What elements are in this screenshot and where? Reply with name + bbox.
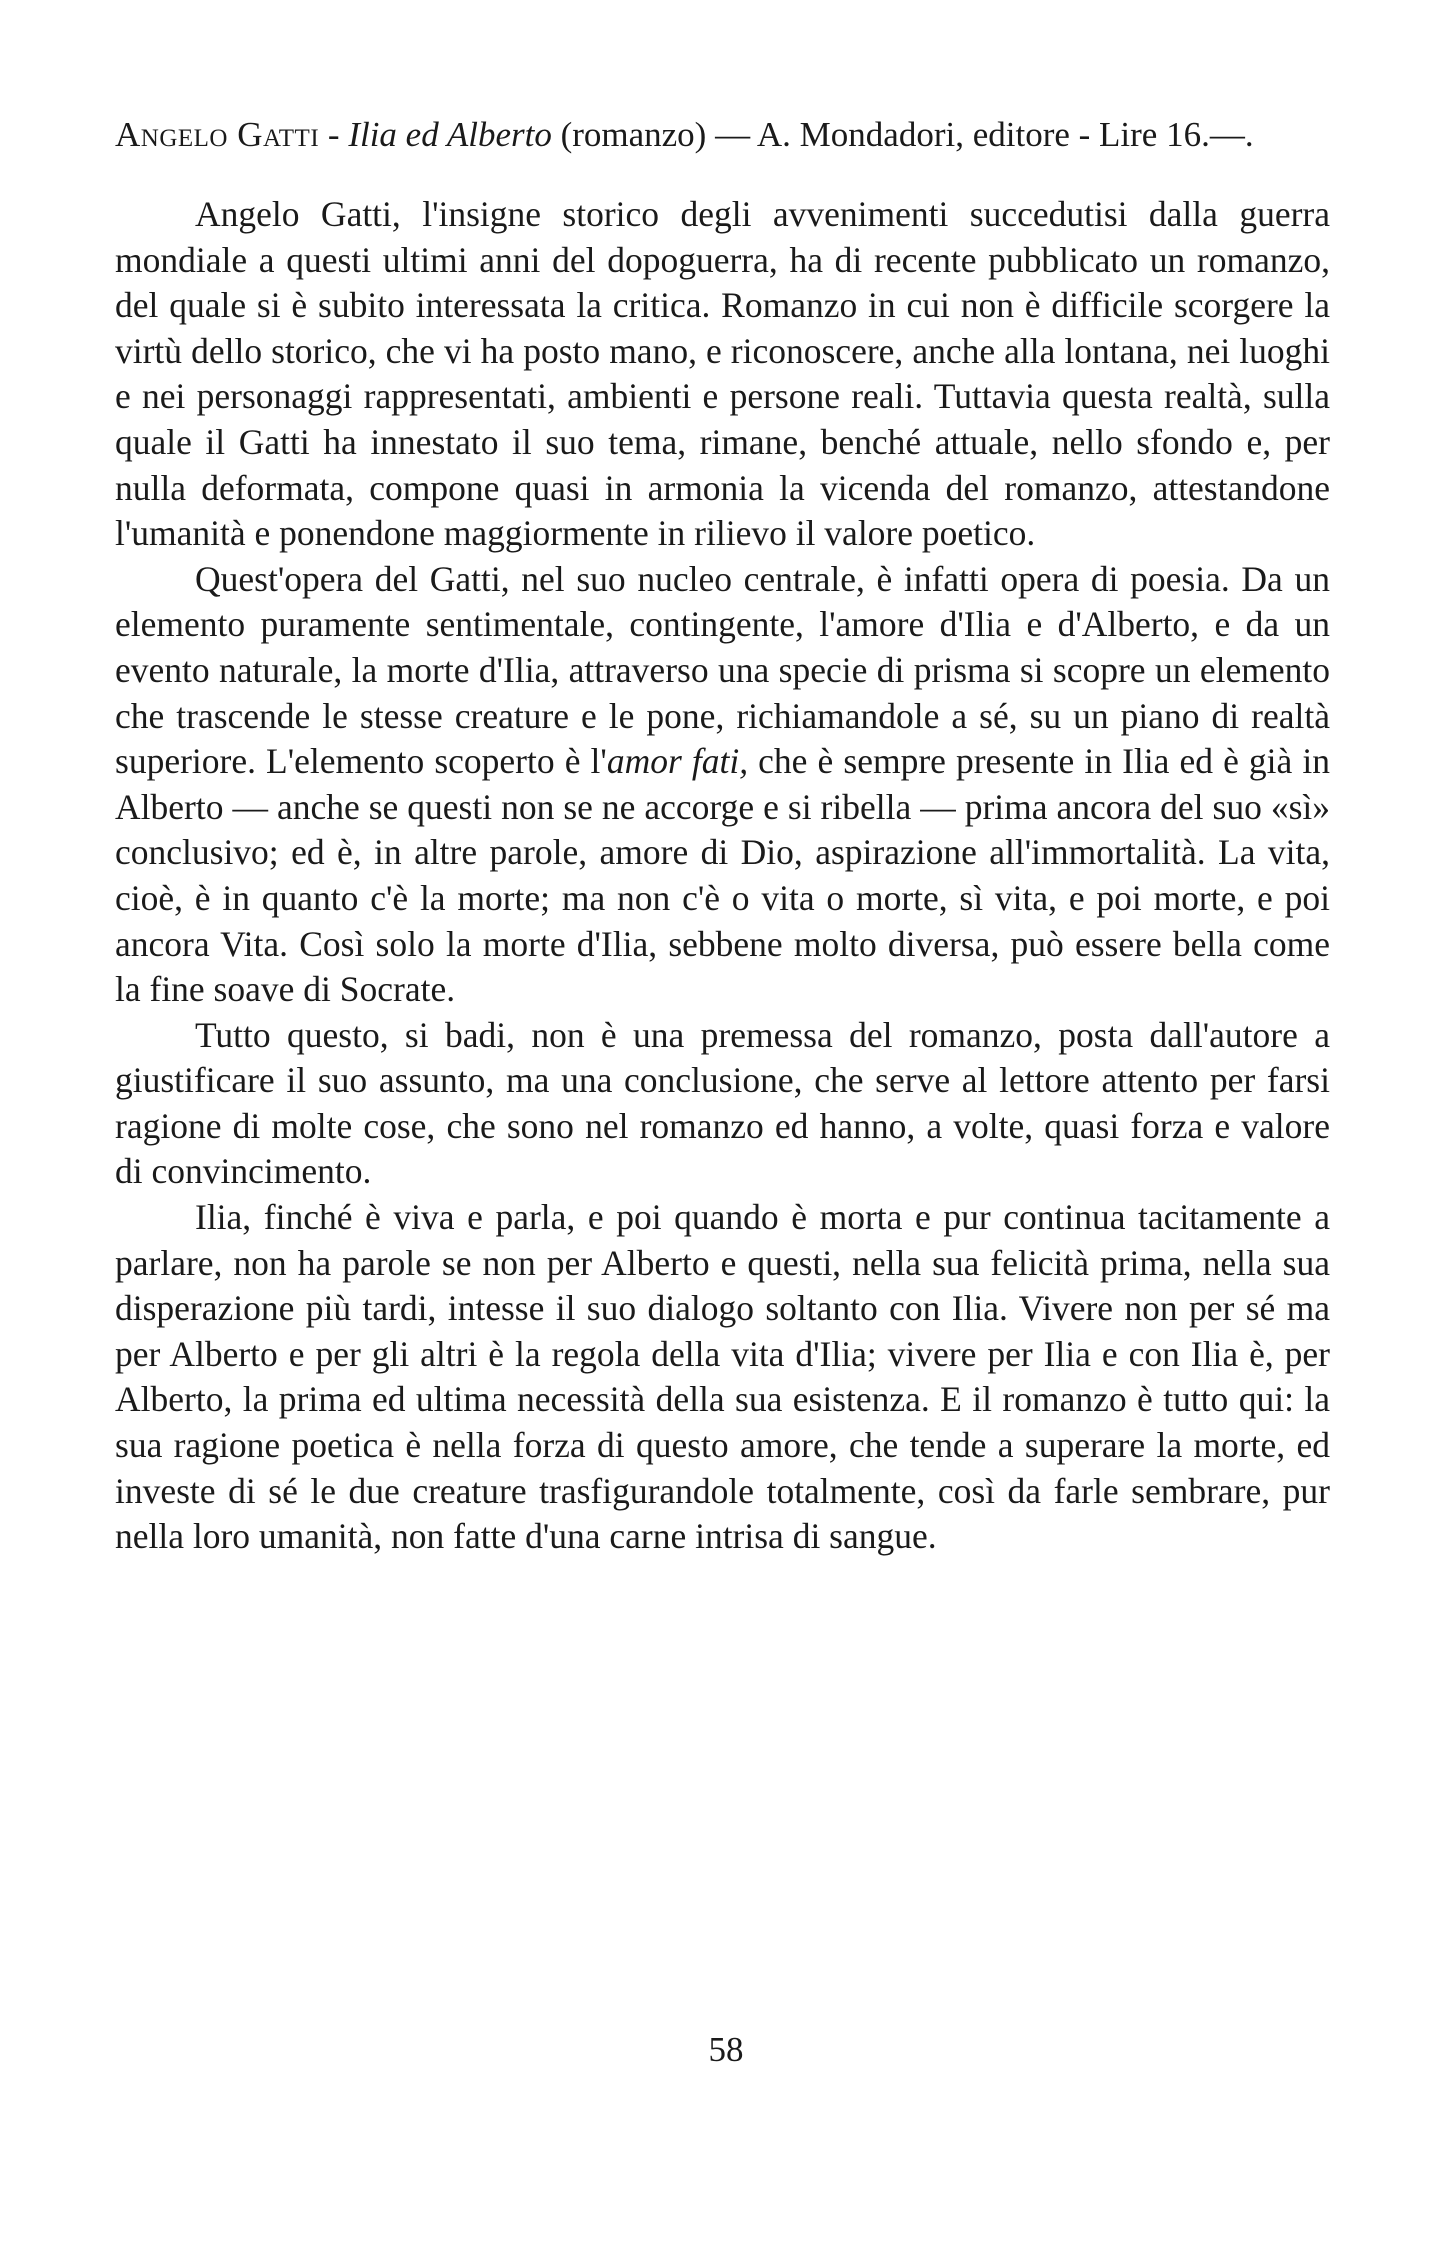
heading-publication-info: (romanzo) — A. Mondadori, editore - Lire 16.—.	[551, 115, 1254, 154]
paragraph-2	[115, 557, 1330, 1013]
book-title: Ilia ed Alberto	[348, 115, 552, 154]
page-number: 58	[708, 2030, 744, 2069]
paragraph-2-part-2: che è sempre presente in Ilia ed è già in Alberto — anche se questi non se ne accorge e si ribella — prima ancora del suo «sì» conclusivo; ed è, in altre parole, amore di Dio, aspirazione all'immortalità. La vita, cioè, è in quanto c'è la morte; ma non c'è o vita o morte, sì vita, e poi morte, e poi ancora Vita. Così solo la morte d'Ilia, sebbene molto diversa, può essere bella come la fine soave di Socrate.	[115, 741, 1330, 1010]
author-name: Angelo Gatti	[115, 115, 320, 154]
paragraph-3: Tutto questo, si badi, non è una premessa del romanzo, posta dall'autore a giustificare il suo assunto, ma una conclusione, che serve al lettore attento per farsi ragione di molte cose, che sono nel romanzo ed hanno, a volte, quasi forza e valore di convincimento.	[115, 1014, 1330, 1192]
page-body	[115, 112, 1330, 1560]
review-heading	[115, 112, 1330, 158]
paragraph-4: Ilia, finché è viva e parla, e poi quando è morta e pur continua tacitamente a parlare, non ha parole se non per Alberto e questi, nella sua felicità prima, nella sua disperazione più tardi, intesse il suo dialogo soltanto con Ilia. Vivere non per sé ma per Alberto e per gli altri è la regola della vita d'Ilia; vivere per Ilia e con Ilia è, per Alberto, la prima ed ultima necessità della sua esistenza. E il romanzo è tutto qui: la sua ragione poetica è nella forza di questo amore, che tende a superare la morte, ed investe di sé le due creature trasfigurandole totalmente, così da farle sembrare, pur nella loro umanità, non fatte d'una carne intrisa di sangue.	[115, 1197, 1330, 1557]
paragraph-2-part-1: Quest'opera del Gatti, nel suo nucleo centrale, è infatti opera di poesia. Da un elemento puramente sentimentale, contingente, l'amore d'Ilia e d'Alberto, e da un evento naturale, la morte d'Ilia, attraverso una specie di prisma si scopre un elemento che trascende le stesse creature e le pone, richiamandole a sé, su un piano di realtà superiore. L'elemento scoperto è l'	[115, 558, 1330, 782]
paragraph-2-italic-term: amor fati,	[606, 741, 749, 782]
heading-separator: -	[319, 115, 349, 154]
paragraph-1: Angelo Gatti, l'insigne storico degli avvenimenti succedutisi dalla guerra mondiale a questi ultimi anni del dopoguerra, ha di recente pubblicato un romanzo, del quale si è subito interessata la critica. Romanzo in cui non è difficile scorgere la virtù dello storico, che vi ha posto mano, e riconoscere, anche alla lontana, nei luoghi e nei personaggi rappresentati, ambienti e persone reali. Tuttavia questa realtà, sulla quale il Gatti ha innestato il suo tema, rimane, benché attuale, nello sfondo e, per nulla deformata, compone quasi in armonia la vicenda del romanzo, attestandone l'umanità e ponendone maggiormente in rilievo il valore poetico.	[115, 194, 1330, 554]
